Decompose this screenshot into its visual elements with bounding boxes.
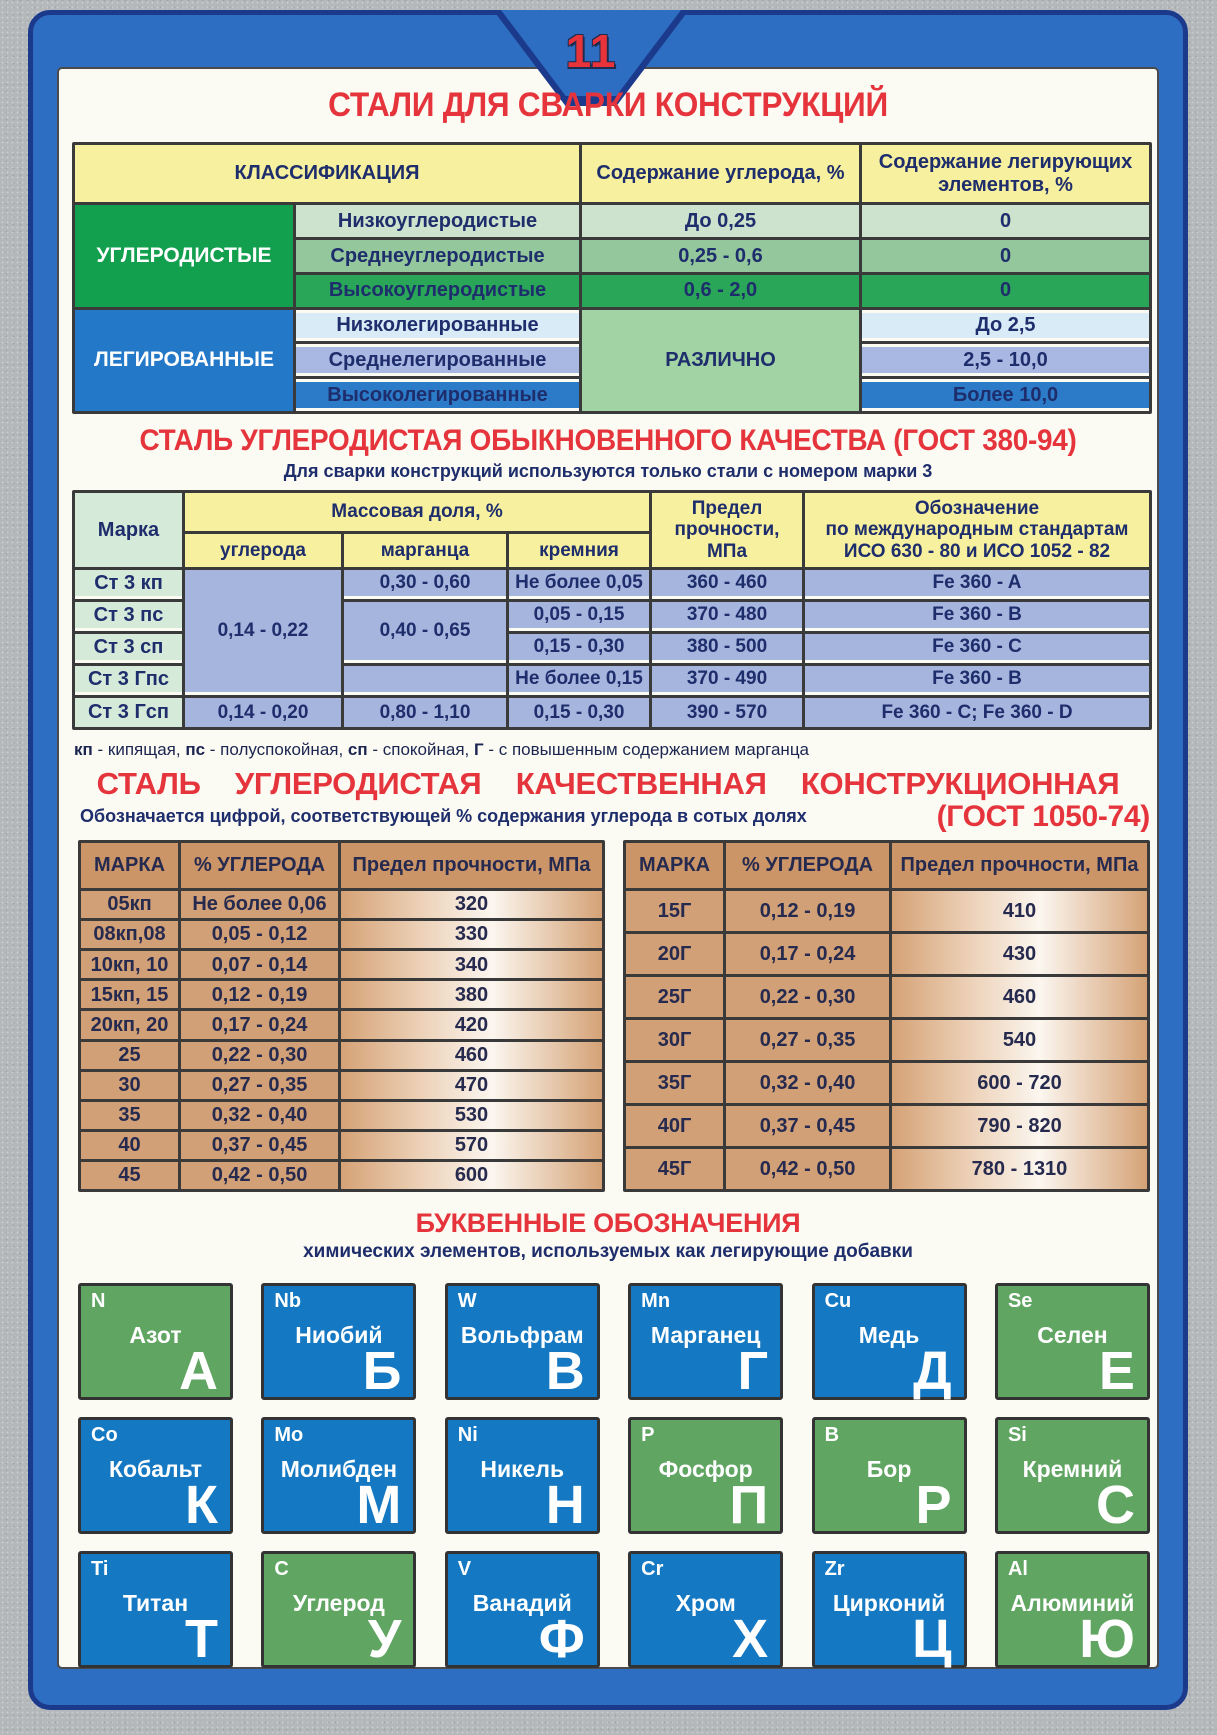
- cell-alloy: 0: [862, 205, 1149, 237]
- cell-carbon: 0,42 - 0,50: [726, 1149, 889, 1189]
- cell-various: РАЗЛИЧНО: [582, 310, 859, 412]
- cell-mark: 35Г: [626, 1063, 723, 1103]
- element-name: Кремний: [1022, 1456, 1123, 1482]
- element-symbol: Nb: [274, 1290, 302, 1312]
- cell-strength: 380: [341, 981, 602, 1008]
- col-header-carbon: % УГЛЕРОДА: [726, 843, 889, 888]
- element-symbol: Cr: [641, 1558, 664, 1580]
- element-card-mo: [261, 1417, 416, 1534]
- cell-iso: Fe 360 - A: [805, 570, 1149, 599]
- element-card-se: [995, 1283, 1150, 1400]
- cell-strength: 390 - 570: [652, 698, 802, 727]
- cell-carbon: 0,22 - 0,30: [181, 1042, 338, 1069]
- element-symbol: Ni: [457, 1424, 478, 1446]
- element-card-cr: [628, 1551, 783, 1668]
- element-letter: Х: [732, 1608, 769, 1669]
- element-name: Селен: [1037, 1322, 1108, 1348]
- cell-strength: 360 - 460: [652, 570, 802, 599]
- cell-strength: 370 - 480: [652, 602, 802, 631]
- element-symbol: Al: [1007, 1558, 1028, 1580]
- cell-strength: 370 - 490: [652, 666, 802, 695]
- cell-mark: Ст 3 Гпс: [75, 666, 182, 695]
- cell-type: Высоколегированные: [296, 379, 579, 411]
- element-letter: Б: [362, 1340, 402, 1401]
- letters-title: БУКВЕННЫЕ ОБОЗНАЧЕНИЯ: [415, 1208, 801, 1238]
- col-header-strength: Предел прочности, МПа: [892, 843, 1147, 888]
- element-cards-row-3: [78, 1551, 1150, 1668]
- element-letter: Н: [545, 1474, 585, 1535]
- gost1050-title: СТАЛЬ УГЛЕРОДИСТАЯ КАЧЕСТВЕННАЯ КОНСТРУКЦИОННАЯ: [96, 766, 1120, 801]
- element-letter: Ю: [1079, 1608, 1135, 1669]
- cell-silicon: 0,15 - 0,30: [509, 698, 649, 727]
- element-symbol: Cu: [824, 1290, 852, 1312]
- element-letter: К: [185, 1474, 218, 1535]
- gost380-subtitle: Для сварки конструкций используются только стали с номером марки 3: [283, 461, 933, 481]
- cell-carbon: 0,12 - 0,19: [726, 891, 889, 931]
- cell-carbon: Не более 0,06: [181, 891, 338, 918]
- element-symbol: Mo: [274, 1424, 304, 1446]
- footnote-abbr: пс: [185, 740, 206, 759]
- cell-mark: 25: [81, 1042, 178, 1069]
- element-name: Ванадий: [472, 1590, 572, 1616]
- cell-mark: 40Г: [626, 1106, 723, 1146]
- cell-strength: 320: [341, 891, 602, 918]
- cell-carbon: 0,22 - 0,30: [726, 977, 889, 1017]
- element-card-al: [995, 1551, 1150, 1668]
- cell-mark: 20кп, 20: [81, 1011, 178, 1038]
- element-name: Никель: [480, 1456, 565, 1482]
- cell-strength: 780 - 1310: [892, 1149, 1147, 1189]
- cell-manganese-merged: 0,40 - 0,65: [344, 602, 506, 663]
- element-card-mn: [628, 1283, 783, 1400]
- cell-mark: 05кп: [81, 891, 178, 918]
- cell-carbon: 0,12 - 0,19: [181, 981, 338, 1008]
- cell-iso: Fe 360 - B: [805, 602, 1149, 631]
- element-symbol: W: [457, 1290, 477, 1312]
- cell-strength: 460: [341, 1042, 602, 1069]
- element-card-ni: [445, 1417, 600, 1534]
- cell-silicon: 0,15 - 0,30: [509, 634, 649, 663]
- cell-carbon: 0,27 - 0,35: [726, 1020, 889, 1060]
- cell-mark: Ст 3 Гсп: [75, 698, 182, 727]
- element-letter: А: [179, 1340, 218, 1401]
- cell-strength: 380 - 500: [652, 634, 802, 663]
- element-card-cu: [812, 1283, 967, 1400]
- element-letter: Ф: [538, 1608, 585, 1669]
- cell-carbon: 0,32 - 0,40: [181, 1102, 338, 1129]
- element-card-co: [78, 1417, 233, 1534]
- element-letter: Г: [737, 1340, 769, 1401]
- cell-carbon: До 0,25: [582, 205, 859, 237]
- element-symbol: Mn: [641, 1290, 671, 1312]
- footnote-abbr: кп: [74, 740, 93, 759]
- group-carbon-steels: УГЛЕРОДИСТЫЕ: [75, 205, 293, 307]
- col-header-iso: [805, 493, 1149, 567]
- element-symbol: V: [457, 1558, 472, 1580]
- col-header-carbon-content: Содержание углерода, %: [582, 145, 859, 202]
- element-name: Углерод: [292, 1590, 385, 1616]
- element-symbol: Se: [1007, 1290, 1033, 1312]
- element-symbol: Zr: [824, 1558, 845, 1580]
- element-card-b: [812, 1417, 967, 1534]
- cell-carbon: 0,17 - 0,24: [181, 1011, 338, 1038]
- element-name: Медь: [858, 1322, 920, 1348]
- element-name: Алюминий: [1010, 1590, 1135, 1616]
- col-header-mass-fraction: Массовая доля, %: [185, 493, 649, 531]
- element-card-ti: [78, 1551, 233, 1668]
- element-letter: С: [1095, 1474, 1135, 1535]
- element-letter: П: [729, 1474, 769, 1535]
- letters-subtitle: химических элементов, используемых как легирующие добавки: [303, 1241, 913, 1262]
- element-card-zr: [812, 1551, 967, 1668]
- cell-carbon: 0,07 - 0,14: [181, 951, 338, 978]
- cell-mark: 35: [81, 1102, 178, 1129]
- element-symbol: N: [91, 1290, 106, 1312]
- cell-strength: 340: [341, 951, 602, 978]
- element-symbol: Ti: [91, 1558, 109, 1580]
- cell-strength: 430: [892, 934, 1147, 974]
- classification-table: [72, 142, 1152, 414]
- element-name: Кобальт: [108, 1456, 203, 1482]
- col-header-classification: КЛАССИФИКАЦИЯ: [75, 145, 579, 202]
- footnote-abbr: сп: [347, 740, 368, 759]
- element-symbol: P: [641, 1424, 655, 1446]
- cell-carbon-merged: 0,14 - 0,22: [185, 570, 341, 695]
- element-name: Цирконий: [832, 1590, 946, 1616]
- element-card-p: [628, 1417, 783, 1534]
- element-cards-row-2: [78, 1417, 1150, 1534]
- col-header-manganese: марганца: [344, 534, 506, 567]
- cell-mark: 15Г: [626, 891, 723, 931]
- gost380-footnote: кп - кипящая, пс - полуспокойная, сп - спокойная, Г - с повышенным содержанием марганца: [74, 740, 810, 759]
- cell-iso: Fe 360 - C; Fe 360 - D: [805, 698, 1149, 727]
- col-header-strength: Предел прочности, МПа: [341, 843, 602, 888]
- cell-strength: 460: [892, 977, 1147, 1017]
- cell-silicon: Не более 0,05: [509, 570, 649, 599]
- col-header-mark: МАРКА: [81, 843, 178, 888]
- cell-type: Среднелегированные: [296, 344, 579, 376]
- cell-alloy: До 2,5: [862, 310, 1149, 342]
- col-header-strength: Предел прочности, МПа: [652, 493, 802, 567]
- cell-manganese: 0,30 - 0,60: [344, 570, 506, 599]
- element-card-w: [445, 1283, 600, 1400]
- element-letter: Ц: [912, 1608, 952, 1669]
- element-card-si: [995, 1417, 1150, 1534]
- cell-strength: 570: [341, 1132, 602, 1159]
- element-card-v: [445, 1551, 600, 1668]
- iso-header-line1: Обозначение: [914, 498, 1040, 520]
- group-alloyed-steels: ЛЕГИРОВАННЫЕ: [75, 310, 293, 412]
- cell-alloy: 2,5 - 10,0: [862, 344, 1149, 376]
- cell-mark: 40: [81, 1132, 178, 1159]
- gost380-title: СТАЛЬ УГЛЕРОДИСТАЯ ОБЫКНОВЕННОГО КАЧЕСТВА (ГОСТ 380-94): [139, 424, 1077, 457]
- footnote-abbr: Г: [474, 740, 484, 759]
- cell-alloy: 0: [862, 240, 1149, 272]
- cell-strength: 600: [341, 1162, 602, 1189]
- cell-manganese-empty: [344, 666, 506, 695]
- cell-carbon: 0,37 - 0,45: [726, 1106, 889, 1146]
- element-symbol: C: [274, 1558, 289, 1580]
- element-card-n: [78, 1283, 233, 1400]
- cell-mark: Ст 3 пс: [75, 602, 182, 631]
- element-name: Марганец: [650, 1322, 761, 1348]
- cell-carbon: 0,37 - 0,45: [181, 1132, 338, 1159]
- cell-mark: 20Г: [626, 934, 723, 974]
- col-header-alloy-content: Содержание легирующих элементов, %: [862, 145, 1149, 202]
- cell-mark: Ст 3 сп: [75, 634, 182, 663]
- element-letter: Е: [1098, 1340, 1135, 1401]
- element-name: Фосфор: [658, 1456, 753, 1482]
- main-title: СТАЛИ ДЛЯ СВАРКИ КОНСТРУКЦИЙ: [328, 86, 888, 124]
- cell-carbon: 0,32 - 0,40: [726, 1063, 889, 1103]
- element-symbol: Si: [1007, 1424, 1027, 1446]
- element-letter: Т: [185, 1608, 218, 1669]
- iso-header-line3: ИСО 630 - 80 и ИСО 1052 - 82: [843, 540, 1111, 562]
- cell-strength: 470: [341, 1072, 602, 1099]
- cell-carbon: 0,6 - 2,0: [582, 275, 859, 307]
- element-cards-row-1: [78, 1283, 1150, 1400]
- cell-mark: 08кп,08: [81, 921, 178, 948]
- col-header-silicon: кремния: [509, 534, 649, 567]
- cell-strength: 410: [892, 891, 1147, 931]
- cell-silicon: 0,05 - 0,15: [509, 602, 649, 631]
- cell-carbon: 0,05 - 0,12: [181, 921, 338, 948]
- gost380-table: [72, 490, 1152, 730]
- cell-mark: 30Г: [626, 1020, 723, 1060]
- cell-manganese: 0,80 - 1,10: [344, 698, 506, 727]
- element-letter: У: [367, 1608, 402, 1669]
- gost1050-subtitle: Обозначается цифрой, соответствующей % содержания углерода в сотых долях: [80, 806, 807, 826]
- cell-carbon: 0,25 - 0,6: [582, 240, 859, 272]
- element-name: Ниобий: [295, 1322, 383, 1348]
- cell-type: Низкоуглеродистые: [296, 205, 579, 237]
- cell-alloy: Более 10,0: [862, 379, 1149, 411]
- cell-mark: 45: [81, 1162, 178, 1189]
- gost1050-table-right: [623, 840, 1150, 1192]
- element-letter: М: [356, 1474, 402, 1535]
- cell-mark: Ст 3 кп: [75, 570, 182, 599]
- cell-iso: Fe 360 - B: [805, 666, 1149, 695]
- cell-mark: 45Г: [626, 1149, 723, 1189]
- cell-silicon: Не более 0,15: [509, 666, 649, 695]
- element-name: Вольфрам: [460, 1322, 584, 1348]
- iso-header-line2: по международным стандартам: [825, 519, 1129, 541]
- element-name: Азот: [129, 1322, 182, 1348]
- element-name: Бор: [866, 1456, 912, 1482]
- cell-mark: 10кп, 10: [81, 951, 178, 978]
- element-letter: Д: [913, 1340, 952, 1401]
- cell-strength: 420: [341, 1011, 602, 1038]
- element-card-nb: [261, 1283, 416, 1400]
- cell-type: Высокоуглеродистые: [296, 275, 579, 307]
- col-header-carbon: % УГЛЕРОДА: [181, 843, 338, 888]
- page-number: 11: [565, 25, 617, 77]
- cell-carbon: 0,17 - 0,24: [726, 934, 889, 974]
- cell-carbon: 0,42 - 0,50: [181, 1162, 338, 1189]
- cell-strength: 330: [341, 921, 602, 948]
- cell-iso: Fe 360 - C: [805, 634, 1149, 663]
- element-name: Молибден: [280, 1456, 398, 1482]
- cell-strength: 600 - 720: [892, 1063, 1147, 1103]
- cell-strength: 530: [341, 1102, 602, 1129]
- cell-mark: 30: [81, 1072, 178, 1099]
- cell-strength: 540: [892, 1020, 1147, 1060]
- element-name: Титан: [122, 1590, 189, 1616]
- col-header-mark: МАРКА: [626, 843, 723, 888]
- element-symbol: Co: [91, 1424, 118, 1446]
- col-header-carbon: углерода: [185, 534, 341, 567]
- cell-mark: 15кп, 15: [81, 981, 178, 1008]
- cell-carbon: 0,27 - 0,35: [181, 1072, 338, 1099]
- cell-type: Низколегированные: [296, 310, 579, 342]
- cell-type: Среднеуглеродистые: [296, 240, 579, 272]
- element-symbol: B: [824, 1424, 840, 1446]
- element-card-c: [261, 1551, 416, 1668]
- col-header-mark: Марка: [75, 493, 182, 567]
- gost1050-gost-number: (ГОСТ 1050-74): [936, 800, 1150, 833]
- cell-mark: 25Г: [626, 977, 723, 1017]
- cell-carbon: 0,14 - 0,20: [185, 698, 341, 727]
- cell-strength: 790 - 820: [892, 1106, 1147, 1146]
- cell-alloy: 0: [862, 275, 1149, 307]
- element-name: Хром: [675, 1590, 736, 1616]
- element-letter: В: [545, 1340, 585, 1401]
- element-letter: Р: [915, 1474, 952, 1535]
- gost1050-table-left: [78, 840, 605, 1192]
